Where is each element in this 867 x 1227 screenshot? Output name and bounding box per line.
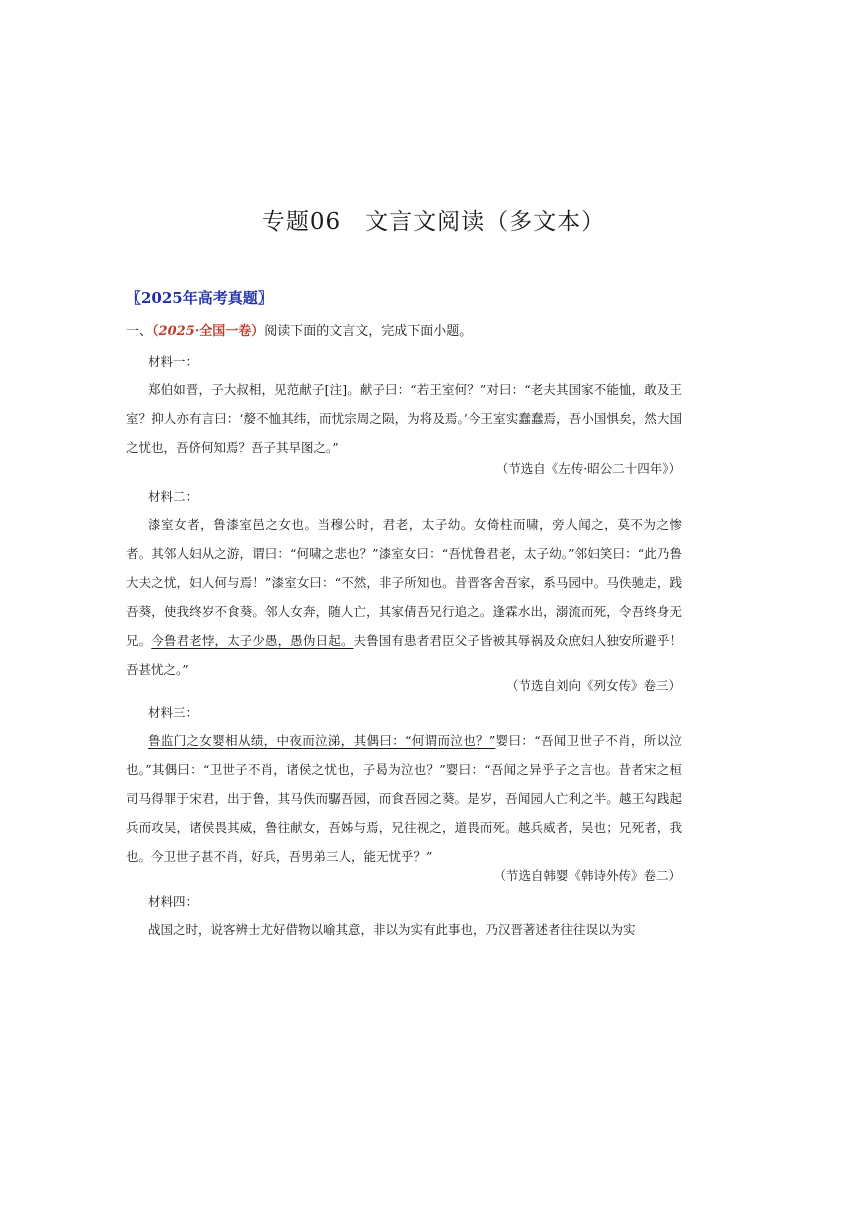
material-1-source: （节选自《左传·昭公二十四年》）	[495, 461, 681, 476]
material-2-underlined: 今鲁君老悖，太子少愚，愚伪日起。	[151, 633, 354, 648]
material-2-label: 材料二：	[148, 489, 199, 504]
material-3-underlined: 鲁监门之女婴相从绩，中夜而泣涕，其偶曰：“何谓而泣也？”	[148, 733, 496, 748]
material-3-text: 鲁监门之女婴相从绩，中夜而泣涕，其偶曰：“何谓而泣也？”婴曰：“吾闻卫世子不肖，所以泣也。”其偶曰：“卫世子不肖，诸侯之忧也，子曷为泣也？”婴曰：“吾闻之异乎子之言也。昔者宋之桓司马得罪于宋君，出于鲁，其马佚而驏吾园，而食吾园之葵。是岁，吾闻园人亡利之半。越王勾践起兵而攻吴，诸侯畏其威，鲁往献女，吾姊与焉，兄往视之，道畏而死。越兵威者，吴也；兄死者，我也。今卫世子甚不肖，好兵，吾男弟三人，能无忧乎？”	[126, 733, 682, 864]
question-line	[126, 320, 472, 339]
question-number: 一、	[126, 324, 153, 339]
material-4-label: 材料四：	[148, 894, 199, 909]
material-2-source: （节选自刘向《列女传》卷三）	[505, 678, 681, 693]
material-2-text: 漆室女者，鲁漆室邑之女也。当穆公时，君老，太子幼。女倚柱而啸，旁人闻之，莫不为之惨者。其邻人妇从之游，谓曰：“何啸之悲也？”漆室女曰：“吾忧鲁君老，太子幼。”邻妇笑曰：“此乃鲁大夫之忧，妇人何与焉！”漆室女曰：“不然，非子所知也。昔晋客舍吾家，系马园中。马佚驰走，践吾葵，使我终岁不食葵。邻人女奔，随人亡，其家倩吾兄行追之。逢霖水出，溺流而死，令吾终身无兄。今鲁君老悖，太子少愚，愚伪日起。夫鲁国有患者君臣父子皆被其辱祸及众庶妇人独安所避乎！吾甚忧之。”	[126, 517, 682, 677]
material-3-source: （节选自韩婴《韩诗外传》卷二）	[493, 868, 681, 883]
question-source: （2025·全国一卷）	[152, 324, 265, 339]
material-4-text: 战国之时，说客辨士尤好借物以喻其意，非以为实有此事也，乃汉晋著述者往往误以为实	[148, 922, 636, 937]
material-1-label: 材料一：	[148, 354, 199, 369]
section-heading: 〖2025年高考真题〗	[126, 289, 273, 307]
question-instruction: 阅读下面的文言文，完成下面小题。	[264, 324, 473, 339]
material-1-text: 郑伯如晋，子大叔相，见范献子[注]。献子曰：“若王室何？”对曰：“老夫其国家不能恤，敢及王室？抑人亦有言曰：‘嫠不恤其纬，而忧宗周之陨，为将及焉。’今王室实蠢蠢焉，吾小国惧矣，然大国之忧也，吾侪何知焉？吾子其早图之。”	[126, 382, 682, 455]
material-3-label: 材料三：	[148, 705, 199, 720]
page-title: 专题06 文言文阅读（多文本）	[261, 209, 606, 235]
